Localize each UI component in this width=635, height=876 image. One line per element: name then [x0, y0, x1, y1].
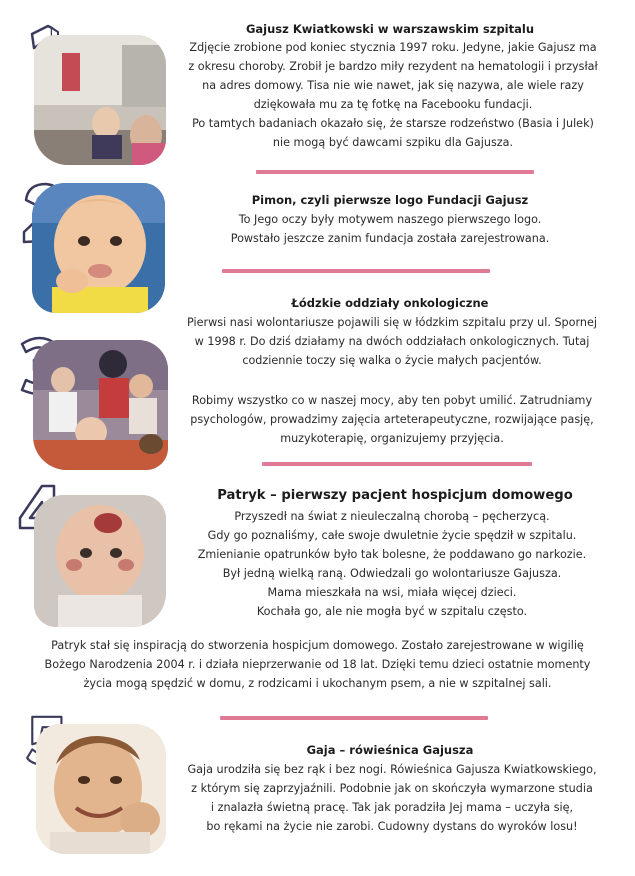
- section-4-text: [172, 507, 612, 621]
- section-1-text: [178, 38, 608, 152]
- divider-4: [220, 716, 488, 720]
- section-2-text: [180, 210, 600, 248]
- section-1-line: nie mogą być dawcami szpiku dla Gajusza.: [272, 136, 514, 149]
- photo-gaja: [36, 724, 166, 854]
- section-4-line: Kochała go, ale nie mogła być w szpitalu często.: [256, 605, 528, 618]
- section-5-line: z którym się zaprzyjaźnili. Podobnie jak on skończyła wymarzone studia: [191, 782, 593, 795]
- section-4-line: Przyszedł na świat z nieuleczalną chorobą – pęcherzycą.: [234, 510, 550, 523]
- section-3-text-2: [172, 391, 612, 448]
- section-3-line: Robimy wszystko co w naszej mocy, aby ten pobyt umilić. Zatrudniamy: [191, 394, 593, 407]
- divider-3: [262, 462, 532, 466]
- photo-pimon: [32, 183, 165, 313]
- section-3-line: psychologów, prowadzimy zajęcia arteterapeutyczne, rozwijające pasję,: [190, 413, 594, 426]
- section-4-text-2: [25, 636, 610, 693]
- divider-1: [256, 170, 534, 174]
- section-number-3-text: 3: [10, 330, 11, 331]
- section-3-line: Pierwsi nasi wolontariusze pojawili się w łódzkim szpitalu przy ul. Spornej: [187, 316, 597, 329]
- section-1-line: z okresu choroby. Zrobił je bardzo miły rezydent na hematologii i przysłał: [188, 60, 598, 73]
- section-2-line: To Jego oczy były motywem naszego pierwszego logo.: [238, 213, 542, 226]
- section-number-5-text: 5: [20, 710, 21, 711]
- section-5-line: i znalazła świetną pracę. Tak jak poradziła Jej mama – uczyła się,: [210, 801, 574, 814]
- section-3-line: muzykoterapię, organizujemy przyjęcia.: [280, 432, 504, 445]
- section-3-text: [172, 313, 612, 370]
- section-number-1-text: 1: [14, 18, 15, 19]
- section-1-line: na adres domowy. Tisa nie wie nawet, jak się nazywa, ale wiele razy: [202, 79, 584, 92]
- photo-lodz-oncology: [33, 340, 168, 470]
- section-1-line: dziękowała mu za tę fotkę na Facebooku fundacji.: [253, 98, 533, 111]
- section-number-2-text: 2: [14, 178, 15, 179]
- section-4-line: Mama mieszkała na wsi, miała więcej dzieci.: [267, 586, 517, 599]
- section-1-title: Gajusz Kwiatkowski w warszawskim szpitalu: [245, 22, 535, 36]
- section-5-title: Gaja – rówieśnica Gajusza: [306, 743, 474, 757]
- section-3-line: codziennie toczy się walka o życie małych pacjentów.: [242, 354, 542, 367]
- divider-2: [222, 269, 490, 273]
- photo-patryk: [34, 495, 166, 627]
- section-5-text: [172, 760, 612, 836]
- photo-gajusz-hospital: [34, 35, 166, 165]
- section-2-line: Powstało jeszcze zanim fundacja została zarejestrowana.: [230, 232, 550, 245]
- section-4-line: Był jedną wielką raną. Odwiedzali go wolontariusze Gajusza.: [222, 567, 562, 580]
- section-3-line: w 1998 r. Do dziś działamy na dwóch oddziałach onkologicznych. Tutaj: [194, 335, 590, 348]
- section-3-title: Łódzkie oddziały onkologiczne: [291, 296, 489, 310]
- section-4-line: życia mogą spędzić w domu, z rodzicami i ukochanym psem, a nie w szpitalnej sali.: [83, 677, 552, 690]
- section-1-line: Zdjęcie zrobione pod koniec stycznia 1997 roku. Jedyne, jakie Gajusz ma: [189, 41, 597, 54]
- section-5-line: bo rękami na życie nie zarobi. Cudowny dystans do wyroków losu!: [206, 820, 578, 833]
- section-5-line: Gaja urodziła się bez rąk i bez nogi. Rówieśnica Gajusza Kwiatkowskiego,: [187, 763, 597, 776]
- section-4-line: Bożego Narodzenia 2004 r. i działa nieprzerwanie od 18 lat. Dzięki temu dzieci ostatnie momenty: [44, 658, 591, 671]
- section-1-line: Po tamtych badaniach okazało się, że starsze rodzeństwo (Basia i Julek): [192, 117, 594, 130]
- section-2-title: Pimon, czyli pierwsze logo Fundacji Gajusz: [251, 193, 529, 207]
- section-4-line: Patryk stał się inspiracją do stworzenia hospicjum domowego. Zostało zarejestrowane w wigilię: [51, 639, 584, 652]
- section-4-line: Zmienianie opatrunków było tak bolesne, że poddawano go narkozie.: [197, 548, 587, 561]
- section-number-4-text: 4: [12, 480, 13, 481]
- section-4-line: Gdy go poznaliśmy, całe swoje dwuletnie życie spędził w szpitalu.: [207, 529, 577, 542]
- section-4-title: Patryk – pierwszy pacjent hospicjum domowego: [217, 488, 573, 503]
